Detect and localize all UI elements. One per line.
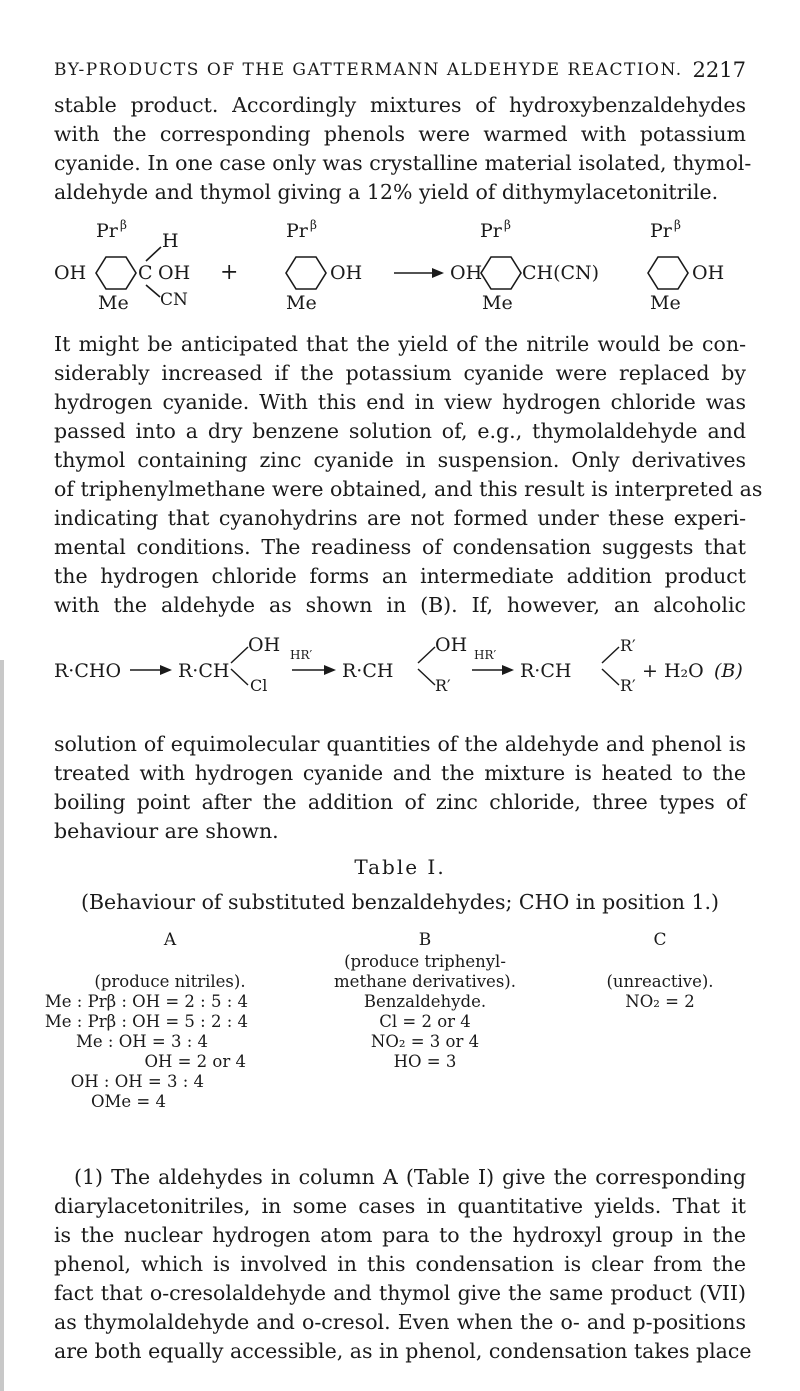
text-line: as thymolaldehyde and o-cresol. Even when the o- and p-positions [54,1310,746,1334]
reaction-scheme-b [54,623,746,713]
reaction-arrow-b2 [324,665,336,675]
text-line: cyanide. In one case only was crystalline material isolated, thymol- [54,151,752,175]
scheme-1-drawing [54,207,746,327]
table-column-a [40,930,300,1112]
svg-text:R·CH: R·CH [178,660,230,682]
text-line: mental conditions. The readiness of condensation suggests that [54,535,746,559]
reaction-arrow-b3 [502,665,514,675]
page-number: 2217 [692,58,746,82]
table-title: Table I. [354,855,446,879]
text-line: phenol, which is involved in this condensation is clear from the [54,1252,746,1276]
table-cell: OH = 2 or 4 [144,1052,246,1071]
benzene-ring-4 [648,257,688,289]
column-heading: (produce triphenyl- [344,952,506,971]
text-line: (1) The aldehydes in column A (Table I) give the corresponding [74,1165,746,1189]
svg-text:β: β [310,218,317,232]
svg-text:R·CHO: R·CHO [54,660,122,682]
svg-text:Pr: Pr [286,220,308,242]
svg-text:OH: OH [248,634,281,656]
text-line: with the corresponding phenols were warmed with potassium [54,122,746,146]
table-caption: (Behaviour of substituted benzaldehydes; CHO in position 1.) [80,890,720,914]
paragraph-1 [54,91,752,207]
svg-text:H: H [162,230,179,252]
table-cell: Me : Prβ : OH = 5 : 2 : 4 [44,1012,248,1031]
paragraph-4 [54,1163,752,1366]
text-line: with the aldehyde as shown in (B). If, however, an alcoholic [54,593,746,617]
table-cell: NO₂ = 2 [625,992,695,1011]
column-heading: (produce nitriles). [94,972,246,991]
running-head [54,60,746,80]
svg-text:Pr: Pr [480,220,502,242]
svg-text:C: C [138,262,153,284]
svg-text:+ H₂O: + H₂O [642,660,704,682]
table-column-b [300,930,550,1072]
text-line: are both equally accessible, as in phenol, condensation takes place [54,1339,752,1363]
table-cell: Me : OH = 3 : 4 [76,1032,208,1051]
text-line: solution of equimolecular quantities of the aldehyde and phenol is [54,732,746,756]
column-letter: A [163,930,177,950]
text-line: siderably increased if the potassium cyanide were replaced by [54,361,746,385]
svg-text:OH: OH [435,634,468,656]
svg-text:(B): (B) [714,660,743,682]
column-heading: (unreactive). [606,972,714,991]
text-line: diarylacetonitriles, in some cases in quantitative yields. That it [54,1194,746,1218]
svg-text:Pr: Pr [650,220,672,242]
svg-text:CH(CN): CH(CN) [522,262,600,284]
svg-text:Me: Me [98,292,129,314]
text-line: It might be anticipated that the yield of the nitrile would be con- [54,332,746,356]
scheme-b-drawing [54,623,746,713]
column-letter: B [418,930,432,950]
svg-text:Me: Me [482,292,513,314]
text-line: the hydrogen chloride forms an intermediate addition product [54,564,746,588]
svg-text:Me: Me [286,292,317,314]
svg-text:R·CH: R·CH [520,660,572,682]
svg-text:β: β [504,218,511,232]
table-cell: Me : Prβ : OH = 2 : 5 : 4 [44,992,248,1011]
paragraph-2 [54,330,763,620]
table-cell: OMe = 4 [91,1092,166,1111]
text-line: of triphenylmethane were obtained, and this result is interpreted as [54,477,763,501]
column-letter: C [653,930,667,950]
svg-text:Me: Me [650,292,681,314]
text-line: fact that o-cresolaldehyde and thymol give the same product (VII) [54,1281,746,1305]
svg-text:OH: OH [54,262,87,284]
svg-text:R′: R′ [435,676,451,695]
text-line: indicating that cyanohydrins are not formed under these experi- [54,506,746,530]
reaction-arrow-b1 [160,665,172,675]
text-line: behaviour are shown. [54,819,279,843]
svg-text:Cl: Cl [250,676,268,695]
svg-text:HR′: HR′ [474,648,497,662]
table-cell: Cl = 2 or 4 [379,1012,471,1031]
svg-text:β: β [120,218,127,232]
benzene-ring-1 [96,257,136,289]
table-cell: NO₂ = 3 or 4 [370,1032,480,1051]
running-title: BY-PRODUCTS OF THE GATTERMANN ALDEHYDE REACTION. [54,60,683,80]
text-line: is the nuclear hydrogen atom para to the hydroxyl group in the [54,1223,746,1247]
text-line: aldehyde and thymol giving a 12% yield of dithymylacetonitrile. [54,180,719,204]
binding-edge-shadow [0,660,4,1391]
text-line: stable product. Accordingly mixtures of hydroxybenzaldehydes [54,93,746,117]
text-line: hydrogen cyanide. With this end in view hydrogen chloride was [54,390,746,414]
reaction-arrow-1 [432,268,444,278]
svg-text:CN: CN [160,290,188,310]
svg-text:R·CH: R·CH [342,660,394,682]
table-cell: OH : OH = 3 : 4 [70,1072,204,1091]
svg-text:Pr: Pr [96,220,118,242]
table-cell: Benzaldehyde. [363,992,487,1011]
text-line: boiling point after the addition of zinc chloride, three types of [54,790,746,814]
svg-text:HR′: HR′ [290,648,313,662]
svg-text:R′: R′ [620,636,636,655]
svg-text:OH: OH [158,262,191,284]
svg-text:+: + [220,260,239,285]
svg-text:R′: R′ [620,676,636,695]
reaction-scheme-1 [54,207,746,327]
svg-text:OH: OH [692,262,725,284]
svg-text:OH: OH [330,262,363,284]
text-line: treated with hydrogen cyanide and the mixture is heated to the [54,761,746,785]
column-heading: methane derivatives). [334,972,516,991]
svg-text:OH: OH [450,262,483,284]
benzene-ring-3 [481,257,521,289]
table-column-c [560,930,760,1012]
text-line: thymol containing zinc cyanide in suspension. Only derivatives [54,448,746,472]
paragraph-3 [54,730,746,846]
table-cell: HO = 3 [393,1052,457,1071]
text-line: passed into a dry benzene solution of, e.g., thymolaldehyde and [54,419,746,443]
svg-text:β: β [674,218,681,232]
benzene-ring-2 [286,257,326,289]
